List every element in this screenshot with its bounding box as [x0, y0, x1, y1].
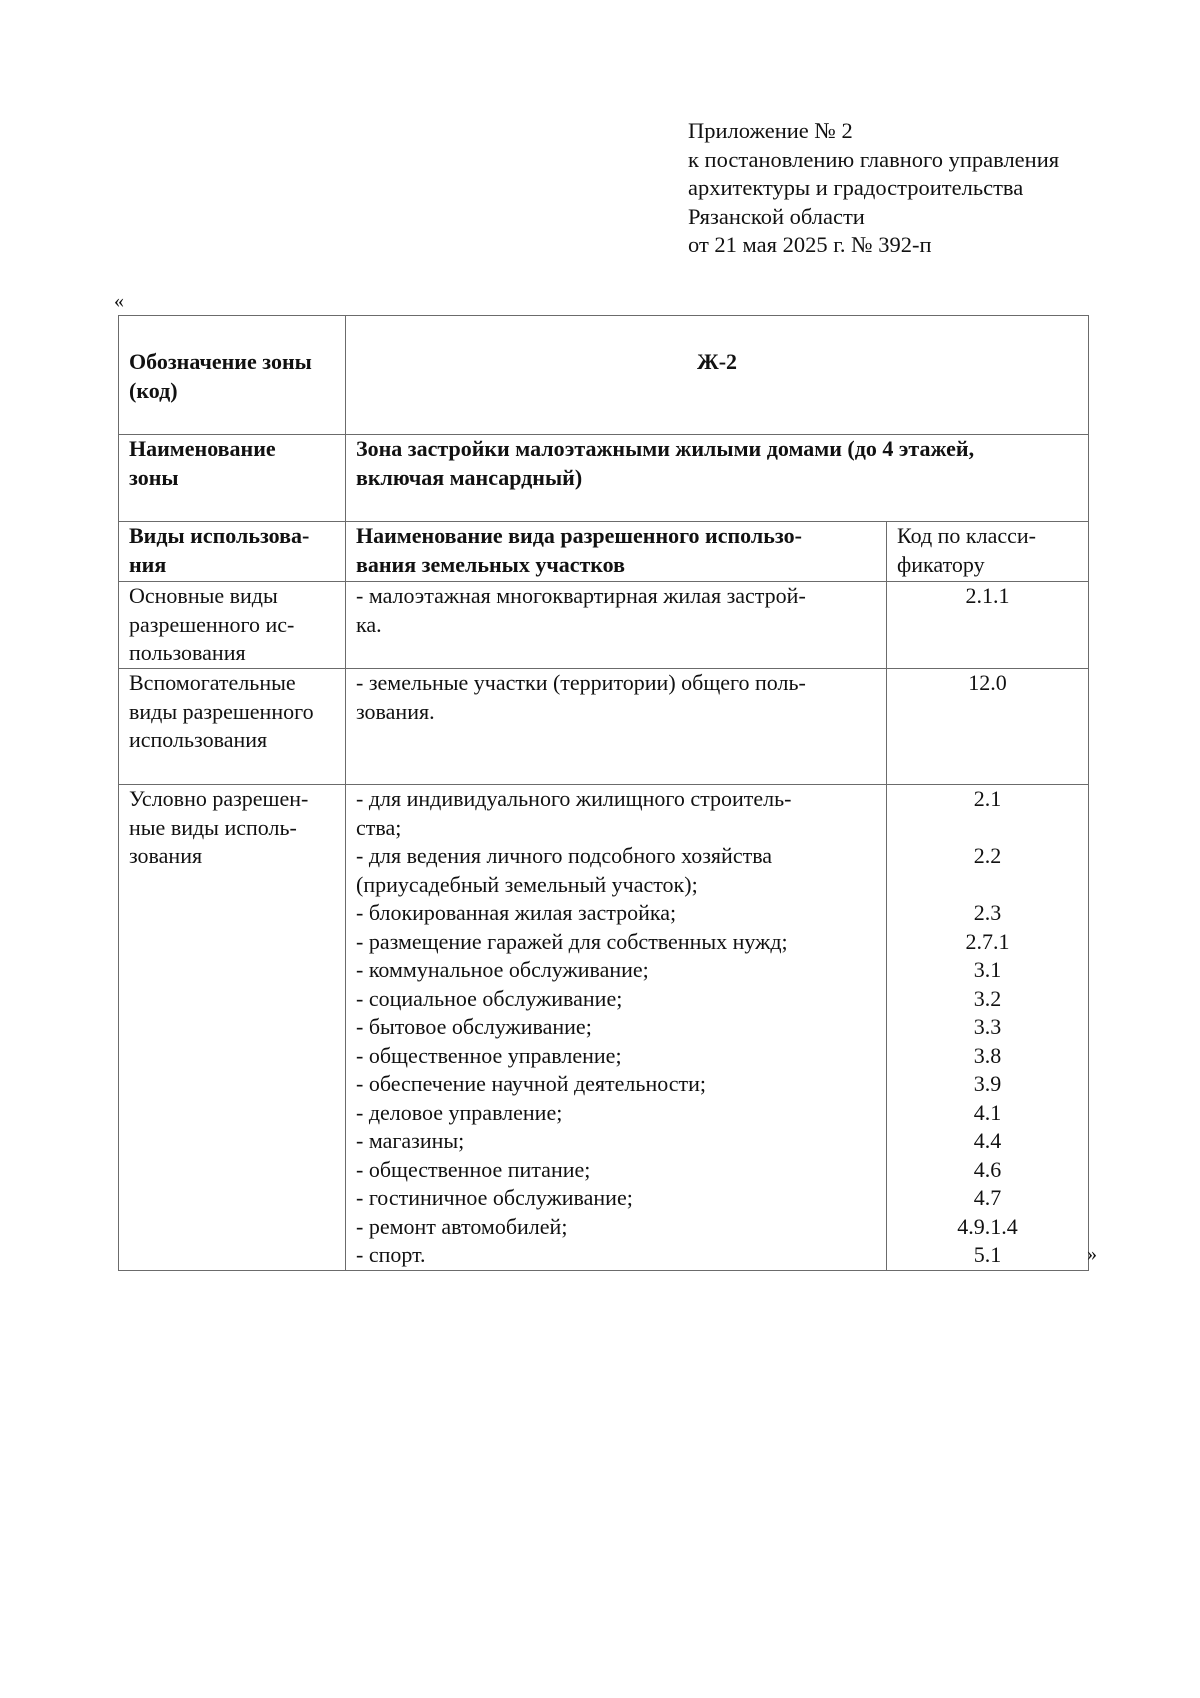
classifier-code: 4.4	[973, 1128, 1002, 1153]
conditional-uses-label: Условно разрешен- ные виды исполь- зования	[119, 785, 346, 1271]
classifier-code: 4.1	[973, 1099, 1002, 1125]
zone-code-row	[119, 316, 1089, 435]
zone-table	[118, 315, 1089, 1271]
list-item: - бытовое обслуживание;	[356, 1014, 592, 1039]
classifier-code: 2.2	[973, 843, 1002, 868]
zone-name-value: Зона застройки малоэтажными жилыми домами (до 4 этажей, включая мансардный)	[346, 435, 1089, 522]
list-item: - коммунальное обслуживание;	[356, 957, 649, 982]
list-item: - спорт.	[356, 1242, 426, 1267]
column-header-row	[119, 522, 1089, 582]
main-uses-list: - малоэтажная многоквартирная жилая застрой- ка.	[346, 582, 887, 669]
zone-name-label: Наименование зоны	[119, 435, 346, 522]
classifier-code	[897, 814, 1078, 843]
list-item: - для ведения личного подсобного хозяйства	[356, 843, 773, 868]
appendix-line: от 21 мая 2025 г. № 392-п	[688, 232, 932, 257]
closing-quote: »	[1087, 1243, 1097, 1265]
classifier-code: 3.1	[973, 957, 1002, 982]
list-item: - гостиничное обслуживание;	[356, 1185, 633, 1210]
conditional-uses-codes	[887, 785, 1089, 1271]
col-header-use-types: Виды использова- ния	[119, 522, 346, 582]
appendix-line: Рязанской области	[688, 203, 865, 229]
classifier-code: 5.1	[973, 1242, 1002, 1267]
list-item: - обеспечение научной деятельности;	[356, 1071, 707, 1096]
main-uses-row	[119, 582, 1089, 669]
classifier-code: 3.3	[973, 1014, 1002, 1039]
appendix-line: к постановлению главного управления	[688, 146, 1060, 172]
classifier-code	[897, 871, 1078, 900]
list-item: - для индивидуального жилищного строитель-	[356, 786, 792, 811]
appendix-line: архитектуры и градостроительства	[688, 175, 1024, 200]
list-item: - общественное питание;	[356, 1156, 591, 1182]
main-uses-label: Основные виды разрешенного ис- пользования	[119, 582, 346, 669]
classifier-code: 2.3	[973, 900, 1002, 925]
col-header-use-name: Наименование вида разрешенного использо- вания земельных участков	[346, 522, 887, 582]
list-item: - размещение гаражей для собственных нужд;	[356, 928, 788, 954]
list-item: - магазины;	[356, 1128, 465, 1153]
list-item: - социальное обслуживание;	[356, 985, 623, 1011]
list-item: (приусадебный земельный участок);	[356, 871, 698, 897]
auxiliary-uses-row	[119, 669, 1089, 785]
classifier-code: 4.9.1.4	[957, 1213, 1018, 1239]
list-item: - блокированная жилая застройка;	[356, 900, 677, 925]
classifier-code: 2.1	[973, 786, 1002, 811]
classifier-code: 3.9	[973, 1071, 1002, 1096]
list-item: - ремонт автомобилей;	[356, 1213, 568, 1239]
appendix-line: Приложение № 2	[688, 118, 853, 143]
appendix-header	[688, 117, 1188, 260]
auxiliary-uses-label: Вспомогательные виды разрешенного использования	[119, 669, 346, 785]
classifier-code: 2.7.1	[965, 928, 1010, 954]
zone-code-label: Обозначение зоны (код)	[119, 316, 346, 435]
auxiliary-uses-list: - земельные участки (территории) общего поль- зования.	[346, 669, 887, 785]
conditional-uses-list	[346, 785, 887, 1271]
list-item: - деловое управление;	[356, 1099, 563, 1125]
col-header-classifier-code: Код по класси- фикатору	[887, 522, 1089, 582]
zone-name-row	[119, 435, 1089, 522]
classifier-code: 4.7	[973, 1185, 1002, 1210]
classifier-code: 3.2	[973, 985, 1002, 1011]
auxiliary-uses-codes: 12.0	[887, 669, 1089, 785]
zone-code-value: Ж-2	[346, 316, 1089, 435]
conditional-uses-row	[119, 785, 1089, 1271]
list-item: - общественное управление;	[356, 1042, 622, 1068]
opening-quote: «	[114, 290, 124, 312]
main-uses-codes: 2.1.1	[887, 582, 1089, 669]
list-item: ства;	[356, 814, 402, 840]
classifier-code: 3.8	[973, 1042, 1002, 1068]
classifier-code: 4.6	[973, 1156, 1002, 1182]
